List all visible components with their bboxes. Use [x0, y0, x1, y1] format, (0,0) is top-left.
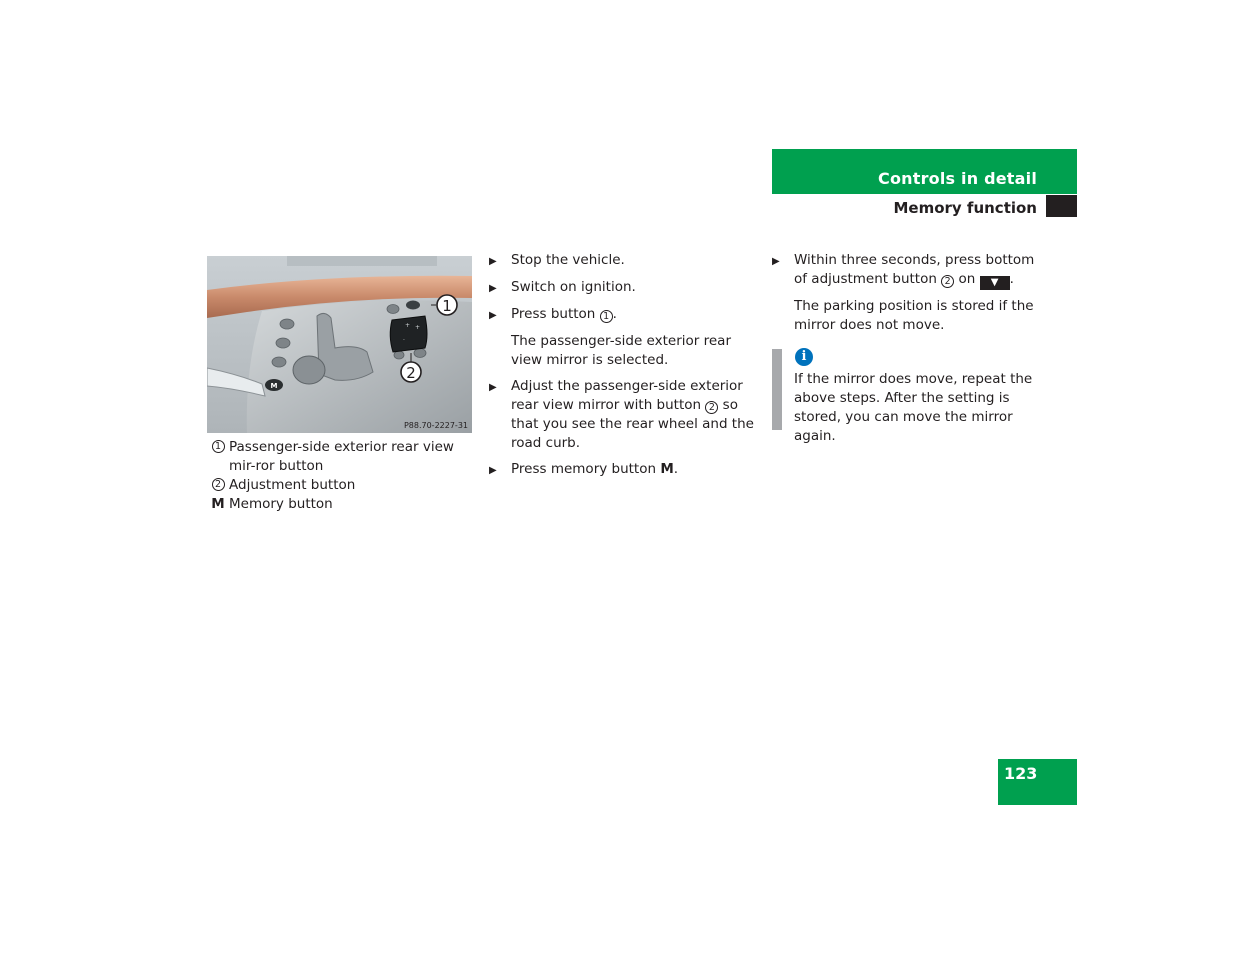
down-arrow-icon: ▼: [980, 276, 1010, 290]
button-2-ref: 2: [705, 401, 718, 414]
page-number: 123: [1004, 764, 1038, 783]
step-item: [489, 251, 757, 271]
note-text: If the mirror does move, repeat the above steps. After the setting is stored, you can move the mirror again.: [794, 371, 1033, 444]
memory-key-ref: M: [660, 461, 674, 477]
button-2-ref: 2: [941, 275, 954, 288]
legend-key-m: M: [211, 496, 225, 512]
legend-key-1: 1: [212, 440, 225, 453]
subsection-marker: [1046, 195, 1077, 217]
bullet-arrow-icon: ▶: [489, 283, 497, 294]
instructions-column-2: [772, 251, 1040, 342]
step-item: [772, 251, 1040, 290]
callout-1: 1: [442, 297, 452, 315]
step-text-end: .: [673, 461, 679, 477]
step-item: [489, 377, 757, 453]
step-text: Press memory button: [511, 461, 661, 477]
step-text: Press button: [511, 306, 600, 322]
step-text: Adjust the passenger-side exterior rear view mirror with button: [511, 378, 743, 413]
subsection-title: Memory function: [893, 199, 1037, 217]
section-title: Controls in detail: [878, 169, 1037, 188]
step-item: [489, 278, 757, 298]
section-header: [772, 149, 1077, 194]
step-text-end: .: [612, 306, 617, 322]
page-number-box: [998, 759, 1077, 805]
legend-item: [207, 495, 472, 514]
step-result: The passenger-side exterior rear view mirror is selected.: [511, 333, 731, 368]
note-bar: [772, 349, 782, 430]
info-note: [772, 349, 1040, 444]
svg-text:+: +: [415, 324, 421, 331]
step-text-end: so that you see the rear wheel and the road curb.: [511, 397, 754, 451]
bullet-arrow-icon: ▶: [489, 465, 497, 476]
figure-legend: [207, 438, 472, 514]
bullet-arrow-icon: ▶: [772, 256, 780, 267]
legend-text-2: Adjustment button: [229, 477, 356, 493]
m-button-label: M: [270, 382, 278, 390]
callout-2: 2: [406, 364, 416, 382]
step-text: Within three seconds, press bottom of adjustment button: [794, 252, 1035, 287]
step-item: [489, 460, 757, 480]
legend-key-2: 2: [212, 478, 225, 491]
door-control-photo: [207, 256, 472, 433]
button-1-ref: 1: [600, 310, 613, 323]
step-item: [489, 305, 757, 325]
svg-text:+: +: [405, 322, 411, 329]
figure-caption: P88.70-2227-31: [403, 421, 468, 430]
step-text-end: .: [1009, 271, 1014, 287]
legend-text-1: Passenger-side exterior rear view mir-ror button: [229, 439, 454, 474]
step-text-mid: on: [954, 271, 980, 287]
legend-item: [207, 438, 472, 476]
instructions-column-1: [489, 251, 757, 487]
step-result: The parking position is stored if the mirror does not move.: [794, 298, 1034, 333]
legend-text-m: Memory button: [229, 496, 333, 512]
legend-item: [207, 476, 472, 495]
step-text: Switch on ignition.: [511, 279, 636, 295]
subsection-header: [772, 195, 1077, 217]
door-control-illustration: [207, 256, 472, 433]
bullet-arrow-icon: ▶: [489, 382, 497, 393]
bullet-arrow-icon: ▶: [489, 256, 497, 267]
svg-text:.: .: [403, 335, 405, 342]
info-icon: i: [795, 348, 813, 366]
step-text: Stop the vehicle.: [511, 252, 625, 268]
bullet-arrow-icon: ▶: [489, 310, 497, 321]
